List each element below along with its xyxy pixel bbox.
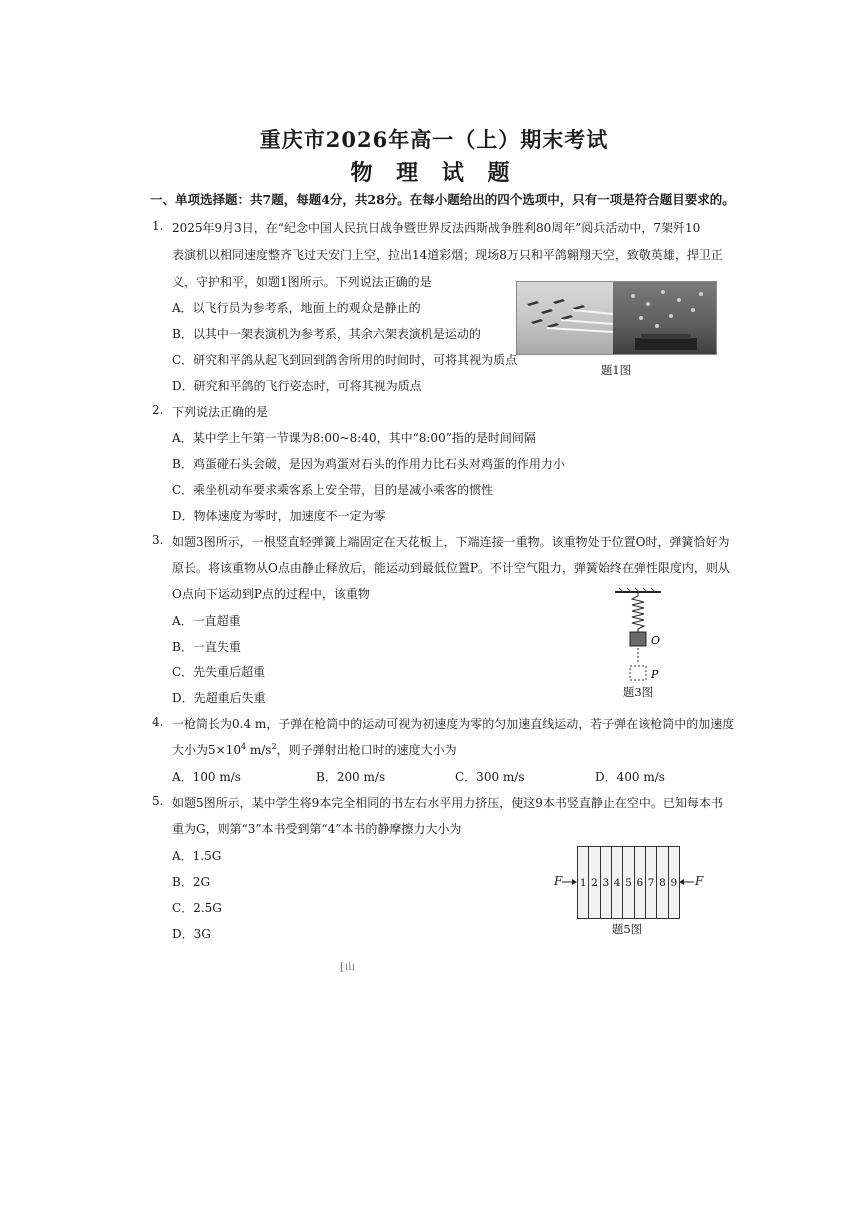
book-4: 4 bbox=[612, 847, 623, 918]
section-heading: 一、单项选择题：共7题，每题4分，共28分。在每小题给出的四个选项中，只有一项是符合题目要求的。 bbox=[150, 192, 735, 207]
q5-option-d: D．3G bbox=[172, 927, 211, 941]
q2-option-d: D．物体速度为零时，加速度不一定为零 bbox=[172, 509, 386, 523]
q1-stem-line3: 义，守护和平，如题1图所示。下列说法正确的是 bbox=[172, 275, 432, 289]
book-1: 1 bbox=[578, 847, 589, 918]
q5-stem-line2: 重为G，则第“3”本书受到第“4”本书的静摩擦力大小为 bbox=[172, 822, 462, 836]
q4-number: 4. bbox=[152, 715, 164, 729]
q3-figure-caption: 题3图 bbox=[622, 685, 654, 699]
jets-photo bbox=[517, 282, 613, 354]
q5-number: 5. bbox=[152, 794, 164, 808]
weight-at-p bbox=[630, 666, 646, 680]
exam-title: 重庆市2026年高一（上）期末考试 bbox=[259, 127, 609, 152]
book-9: 9 bbox=[669, 847, 679, 918]
arrow-left-icon bbox=[678, 877, 694, 887]
force-right-label: F bbox=[695, 874, 704, 888]
exam-subtitle: 物 理 试 题 bbox=[350, 160, 518, 186]
q5-stem-line1: 如题5图所示，某中学生将9本完全相同的书左右水平用力挤压，使这9本书竖直静止在空中。已知每本书 bbox=[172, 796, 723, 810]
q3-spring-figure bbox=[605, 586, 675, 686]
q3-stem-line3: O点向下运动到P点的过程中，该重物 bbox=[172, 587, 370, 601]
q4-option-a: A．100 m/s bbox=[172, 770, 241, 784]
q1-option-c: C．研究和平鸽从起飞到回到鸽舍所用的时间时，可将其视为质点 bbox=[172, 353, 518, 367]
force-left-label: F bbox=[554, 874, 563, 888]
q3-option-d: D．先超重后失重 bbox=[172, 691, 266, 705]
q4-stem-line2: 大小为$5\times 10^4$ $m/s^2$，则子弹射出枪口时的速度大小为 bbox=[172, 742, 457, 757]
q1-stem-line2: 表演机以相同速度整齐飞过天安门上空，拉出14道彩烟；现场8万只和平鸽翱翔天空，致敬英雄，捍卫正 bbox=[172, 248, 723, 262]
q1-option-a: A．以飞行员为参考系，地面上的观众是静止的 bbox=[172, 301, 421, 315]
q1-option-b: B．以其中一架表演机为参考系，其余六架表演机是运动的 bbox=[172, 327, 481, 341]
label-o: O bbox=[651, 634, 661, 647]
book-8: 8 bbox=[657, 847, 668, 918]
q3-option-c: C．先失重后超重 bbox=[172, 665, 266, 679]
q4-stem-line1: 一枪筒长为0.4 m，子弹在枪筒中的运动可视为初速度为零的匀加速直线运动，若子弹在该枪筒中的加速度 bbox=[172, 717, 735, 731]
doves-icon bbox=[613, 282, 716, 354]
q4-option-c: C．300 m/s bbox=[455, 770, 525, 784]
page-footer: [山 bbox=[340, 962, 356, 973]
q2-option-b: B．鸡蛋碰石头会破，是因为鸡蛋对石头的作用力比石头对鸡蛋的作用力小 bbox=[172, 457, 565, 471]
label-p: P bbox=[651, 668, 659, 681]
book-5: 5 bbox=[623, 847, 634, 918]
book-3: 3 bbox=[601, 847, 612, 918]
q4-option-b: B．200 m/s bbox=[316, 770, 386, 784]
doves-photo bbox=[613, 282, 716, 354]
q1-figure-caption: 题1图 bbox=[600, 363, 632, 377]
q2-option-a: A．某中学上午第一节课为8:00~8:40，其中“8:00”指的是时间间隔 bbox=[172, 431, 536, 445]
q3-stem-line1: 如题3图所示，一根竖直轻弹簧上端固定在天花板上，下端连接一重物。该重物处于位置O时，弹簧恰好为 bbox=[172, 535, 730, 549]
q5-books-figure bbox=[577, 846, 680, 919]
q1-figure-photo bbox=[516, 281, 717, 355]
weight-at-o bbox=[630, 632, 646, 646]
q3-stem-line2: 原长。将该重物从O点由静止释放后，能运动到最低位置P。不计空气阻力，弹簧始终在弹性限度内，则从 bbox=[172, 561, 730, 575]
q2-option-c: C．乘坐机动车要求乘客系上安全带，目的是减小乘客的惯性 bbox=[172, 483, 494, 497]
book-7: 7 bbox=[646, 847, 657, 918]
arrow-right-icon bbox=[562, 877, 578, 887]
book-6: 6 bbox=[635, 847, 646, 918]
q1-number: 1. bbox=[152, 219, 164, 233]
q2-number: 2. bbox=[152, 403, 164, 417]
q3-option-a: A．一直超重 bbox=[172, 614, 241, 628]
book-2: 2 bbox=[589, 847, 600, 918]
q3-number: 3. bbox=[152, 533, 164, 547]
q4-option-d: D．400 m/s bbox=[595, 770, 665, 784]
q5-option-a: A．1.5G bbox=[172, 849, 222, 863]
q5-figure-caption: 题5图 bbox=[611, 922, 643, 936]
q1-stem-line1: 2025年9月3日，在“纪念中国人民抗日战争暨世界反法西斯战争胜利80周年”阅兵活动中，7架歼10 bbox=[172, 221, 701, 235]
spring-coil bbox=[632, 592, 644, 632]
q5-option-c: C．2.5G bbox=[172, 901, 222, 915]
q3-option-b: B．一直失重 bbox=[172, 640, 241, 654]
q1-option-d: D．研究和平鸽的飞行姿态时，可将其视为质点 bbox=[172, 379, 422, 393]
jets-formation-icon bbox=[517, 282, 613, 354]
q2-stem: 下列说法正确的是 bbox=[172, 405, 269, 419]
q5-option-b: B．2G bbox=[172, 875, 211, 889]
